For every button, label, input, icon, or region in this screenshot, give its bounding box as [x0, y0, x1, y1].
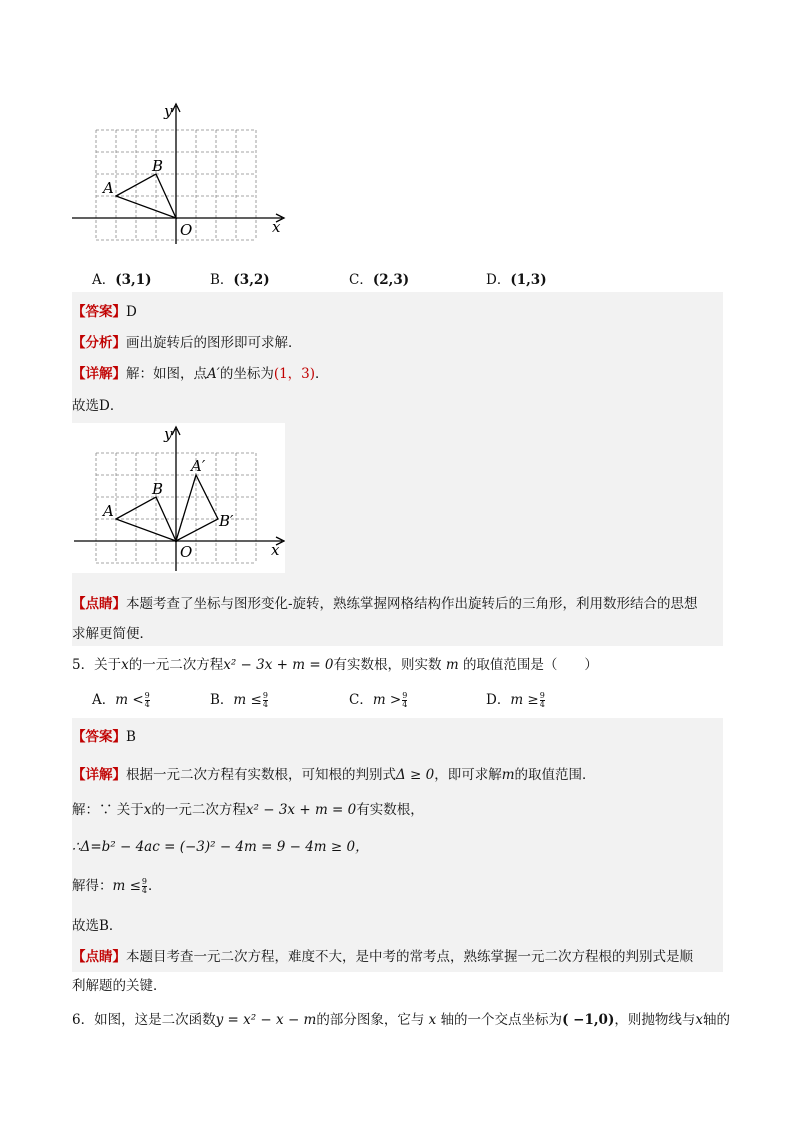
fig1-x-label: x — [272, 218, 281, 236]
fig2-point-b-label: B — [152, 480, 164, 498]
q4-comment-line2: 求解更简便． — [72, 626, 153, 642]
q5-detail: 【详解】根据一元二次方程有实数根，可知根的判别式Δ ≥ 0，即可求解m的取值范围． — [72, 767, 596, 783]
figure-1-coordinate-grid — [68, 100, 290, 246]
fig1-origin-label: O — [180, 221, 193, 239]
q5-delta-line: ∴Δ=b² − 4ac = (−3)² − 4m = 9 − 4m ≥ 0， — [72, 839, 369, 855]
q4-conclusion: 故选D． — [72, 398, 124, 414]
q4-option-d: D．(1,3) — [486, 272, 547, 288]
q4-option-c: C．(2,3) — [349, 272, 410, 288]
fig2-x-label: x — [271, 541, 280, 559]
q5-answer: 【答案】B — [72, 729, 136, 745]
fig2-y-label: y — [164, 425, 173, 443]
q5-result-line: 解得：m ≤ $\frac{9}{4}$ ． — [72, 877, 162, 895]
fig2-point-b-prime-label: B′ — [219, 512, 234, 530]
fig1-y-label: y — [164, 102, 173, 120]
q5-comment-line1: 【点睛】本题目考查一元二次方程，难度不大，是中考的常考点，熟练掌握一元二次方程根的判别式是顺 — [72, 949, 693, 965]
q4-answer: 【答案】D — [72, 304, 137, 320]
fig2-point-a-label: A — [103, 502, 114, 520]
fig2-point-a-prime-label: A′ — [191, 457, 206, 475]
q5-conclusion: 故选B． — [72, 918, 123, 934]
q6-stem: 6．如图，这是二次函数y = x² − x − m的部分图象，它与 x 轴的一个交点坐标为( −1,0)，则抛物线与x轴的 — [72, 1012, 730, 1028]
q5-option-a: A．m < $\frac{9}{4}$ — [92, 691, 150, 709]
q4-option-b: B．(3,2) — [210, 272, 270, 288]
q5-comment-line2: 利解题的关键． — [72, 978, 167, 994]
q4-detail: 【详解】解：如图，点A′的坐标为(1，3)． — [72, 366, 329, 382]
q5-stem: 5．关于x的一元二次方程x² − 3x + m = 0有实数根，则实数 m 的取值范围是（ ） — [72, 657, 598, 673]
q5-option-c: C．m > $\frac{9}{4}$ — [349, 691, 408, 709]
q4-comment-line1: 【点睛】本题考查了坐标与图形变化-旋转，熟练掌握网格结构作出旋转后的三角形，利用数形结合的思想 — [72, 596, 698, 612]
fig1-point-a-label: A — [103, 179, 114, 197]
q5-option-d: D．m ≥ $\frac{9}{4}$ — [486, 691, 545, 709]
q5-option-b: B．m ≤ $\frac{9}{4}$ — [210, 691, 268, 709]
fig2-origin-label: O — [180, 543, 193, 561]
fig1-point-b-label: B — [152, 157, 164, 175]
q5-solution-line1: 解：∵ 关于x的一元二次方程x² − 3x + m = 0有实数根， — [72, 802, 424, 818]
figure-2-rotation-diagram — [72, 423, 285, 573]
q4-option-a: A．(3,1) — [92, 272, 152, 288]
q4-analysis: 【分析】画出旋转后的图形即可求解． — [72, 335, 302, 351]
